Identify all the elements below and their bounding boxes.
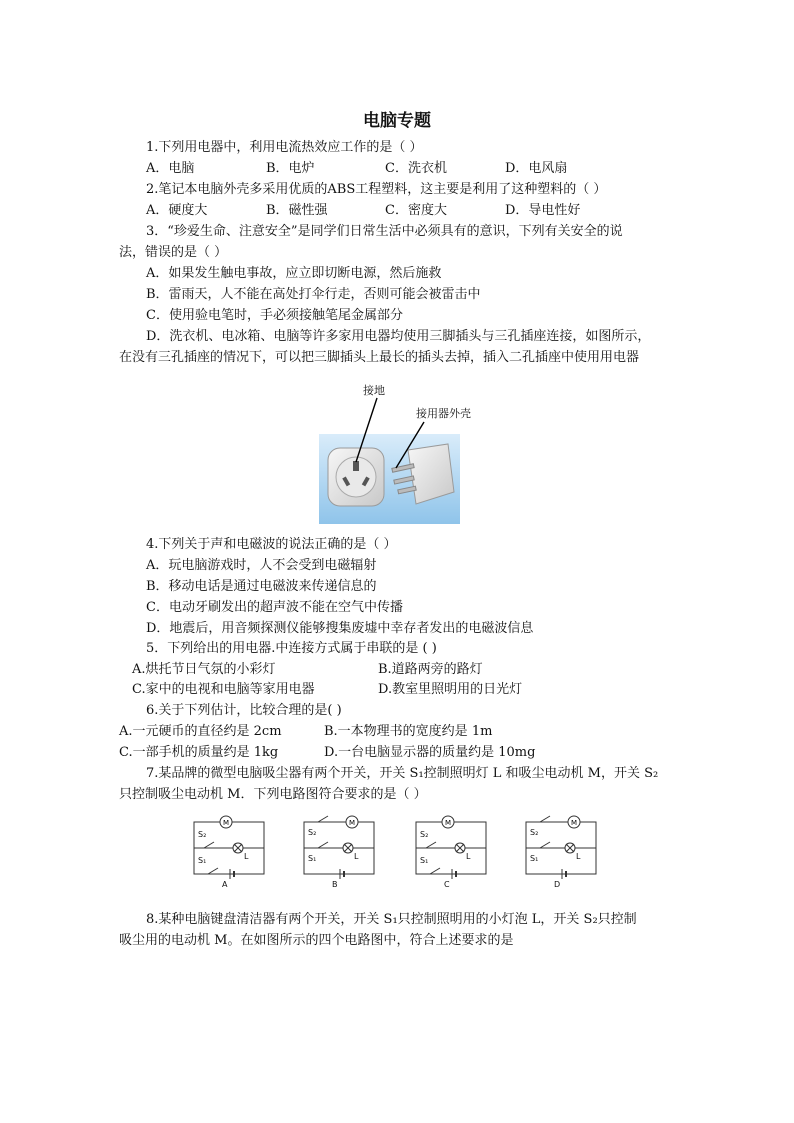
svg-text:M: M (445, 819, 452, 827)
question-6-option-a: A.一元硬币的直径约是 2cm (119, 724, 282, 739)
question-4-option-c: C．电动牙刷发出的超声波不能在空气中传播 (146, 600, 403, 615)
circuit-d-switch-top: S₂ (530, 828, 539, 837)
question-4-stem: 4.下列关于声和电磁波的说法正确的是（ ） (146, 537, 397, 552)
circuit-a-switch-mid: S₁ (198, 856, 207, 865)
circuit-diagram-b (296, 814, 386, 894)
question-5-option-c: C.家中的电视和电脑等家用电器 (132, 682, 315, 697)
question-2-option-c: C．密度大 (385, 203, 447, 218)
question-4-option-b: B．移动电话是通过电磁波来传递信息的 (146, 579, 377, 594)
question-3-option-b: B．雷雨天，人不能在高处打伞行走，否则可能会被雷击中 (146, 287, 481, 302)
svg-text:M: M (223, 819, 230, 827)
circuit-c-svg (408, 814, 498, 894)
question-5-option-d: D.教室里照明用的日光灯 (378, 682, 523, 697)
question-7-stem-line1: 7.某品牌的微型电脑吸尘器有两个开关，开关 S₁控制照明灯 L 和吸尘电动机 M，开关 S₂ (146, 766, 659, 781)
circuit-diagram-d (518, 814, 608, 894)
question-1-option-d: D．电风扇 (505, 161, 568, 176)
question-4-option-d: D．地震后，用音频探测仪能够搜集废墟中幸存者发出的电磁波信息 (146, 621, 534, 636)
svg-text:M: M (349, 819, 356, 827)
question-2-option-d: D．导电性好 (505, 203, 581, 218)
question-5-option-a: A.烘托节日气氛的小彩灯 (132, 662, 276, 677)
svg-text:M: M (571, 819, 578, 827)
circuit-c-lamp: L (466, 852, 471, 861)
question-2-stem: 2.笔记本电脑外壳多采用优质的ABS工程塑料，这主要是利用了这种塑料的（ ） (146, 182, 607, 197)
question-5-stem: 5．下列给出的用电器.中连接方式属于串联的是 ( ) (146, 641, 437, 656)
circuit-a-switch-top: S₂ (198, 830, 207, 839)
device-shell-label: 接用器外壳 (416, 407, 471, 420)
question-3-option-d-line1: D．洗衣机、电冰箱、电脑等许多家用电器均使用三脚插头与三孔插座连接，如图所示， (146, 329, 651, 344)
question-3-option-a: A．如果发生触电事故，应立即切断电源，然后施救 (146, 266, 442, 281)
question-5-option-b: B.道路两旁的路灯 (378, 662, 483, 677)
question-2-option-b: B．磁性强 (266, 203, 328, 218)
circuit-d-lamp: L (576, 852, 581, 861)
circuit-b-switch-mid: S₁ (308, 854, 317, 863)
question-1-stem: 1.下列用电器中，利用电流热效应工作的是（ ） (146, 140, 423, 155)
circuit-c-switch-top: S₂ (420, 830, 429, 839)
circuit-a-label: A (222, 880, 228, 889)
ground-label: 接地 (363, 384, 385, 397)
circuit-b-label: B (332, 880, 338, 889)
circuit-d-switch-mid: S₁ (530, 854, 539, 863)
question-1-option-b: B．电炉 (266, 161, 315, 176)
circuit-a-svg (186, 814, 276, 894)
question-6-stem: 6.关于下列估计，比较合理的是( ) (146, 703, 342, 718)
question-1-option-c: C．洗衣机 (385, 161, 447, 176)
question-3-option-c: C．使用验电笔时，手必须接触笔尾金属部分 (146, 308, 403, 323)
question-4-option-a: A．玩电脑游戏时，人不会受到电磁辐射 (146, 558, 377, 573)
question-3-option-d-line2: 在没有三孔插座的情况下，可以把三脚插头上最长的插头去掉，插入二孔插座中使用用电器 (119, 350, 640, 365)
circuit-c-label: C (444, 880, 450, 889)
circuit-d-label: D (554, 880, 561, 889)
circuit-diagram-c (408, 814, 498, 894)
question-7-stem-line2: 只控制吸尘电动机 M．下列电路图符合要求的是（ ） (119, 787, 427, 802)
plug-socket-illustration (316, 380, 476, 528)
question-8-stem-line2: 吸尘用的电动机 M。在如图所示的四个电路图中，符合上述要求的是 (119, 933, 514, 948)
plug-socket-figure (316, 380, 476, 528)
circuit-b-lamp: L (354, 852, 359, 861)
question-8-stem-line1: 8.某种电脑键盘清洁器有两个开关，开关 S₁只控制照明用的小灯泡 L，开关 S₂只控制 (146, 912, 637, 927)
circuit-c-switch-mid: S₁ (420, 856, 429, 865)
question-3-stem-line1: 3．“珍爱生命、注意安全”是同学们日常生活中必须具有的意识，下列有关安全的说 (146, 224, 623, 239)
question-6-option-c: C.一部手机的质量约是 1kg (119, 745, 279, 760)
question-2-option-a: A．硬度大 (146, 203, 208, 218)
circuit-b-switch-top: S₂ (308, 828, 317, 837)
page-title: 电脑专题 (363, 111, 431, 131)
question-6-option-d: D.一台电脑显示器的质量约是 10mg (324, 745, 536, 760)
question-6-option-b: B.一本物理书的宽度约是 1m (324, 724, 493, 739)
question-3-stem-line2: 法，错误的是（ ） (119, 245, 228, 260)
circuit-a-lamp: L (244, 852, 249, 861)
circuit-diagram-a (186, 814, 276, 894)
question-1-option-a: A．电脑 (146, 161, 195, 176)
